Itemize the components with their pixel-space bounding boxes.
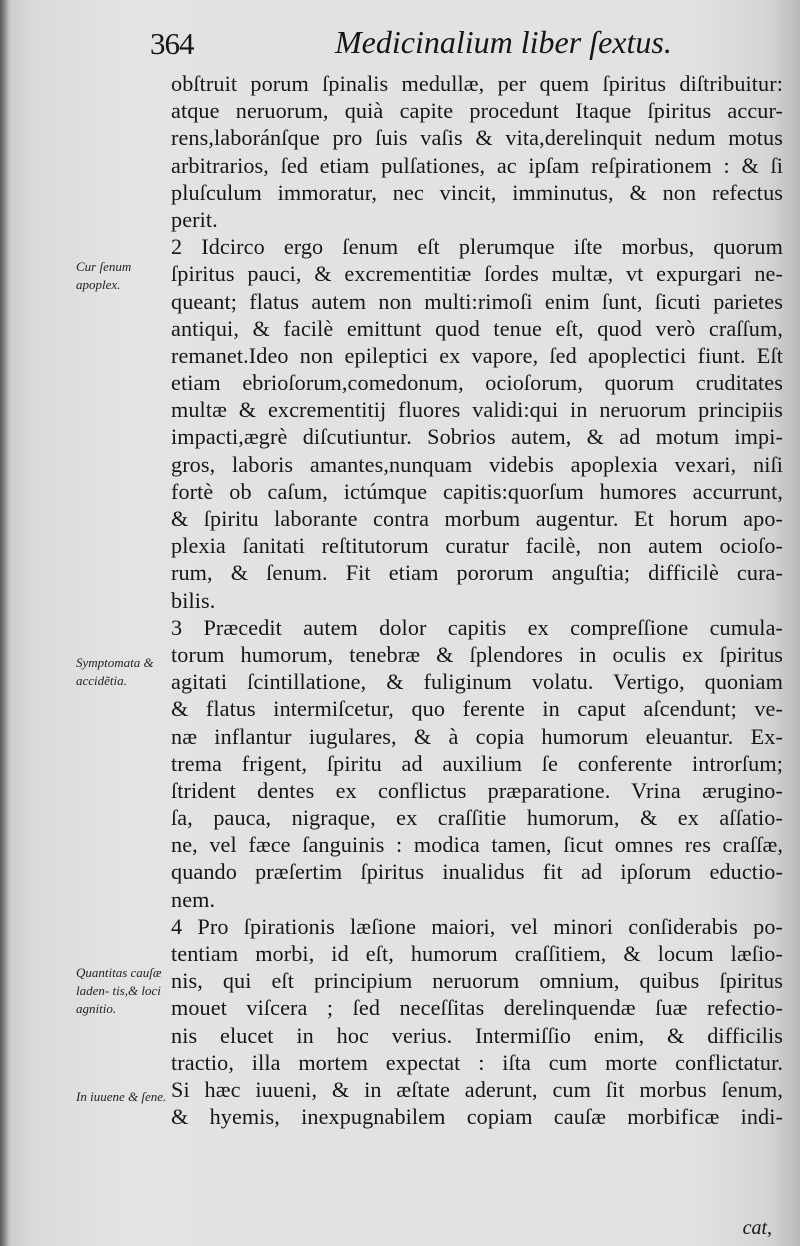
text-line: tentiam morbi, id eſt, humorum craſſitiem, & locum læſio- — [171, 941, 783, 966]
text-line: mouet viſcera ; ſed neceſſitas derelinquendæ ſuæ refectio- — [171, 995, 783, 1021]
text-line: ſtrident dentes ex conflictus præparatione. Vrina ærugino- — [171, 777, 783, 803]
text-line: 2 Idcirco ergo ſenum eſt plerumque iſte morbus, quorum — [171, 234, 783, 260]
binding-shadow — [0, 0, 10, 1246]
text-line: plexia ſanitati reſtitutorum curatur facilè, non autem ocioſo- — [171, 533, 783, 559]
text-line: etiam ebrioſorum,comedonum, ocioſorum, quorum cruditates — [171, 370, 783, 396]
text-line: 4 Pro ſpirationis læſione maiori, vel minori conſiderabis po- — [171, 913, 783, 939]
text-line: torum humorum, tenebræ & ſplendores in oculis ex ſpiritus — [171, 641, 783, 667]
text-line: rum, & ſenum. Fit etiam pororum anguſtia; difficilè cura- — [171, 560, 783, 586]
text-line: fortè ob caſum, ictúmque capitis:quorſum humores accurrunt, — [171, 478, 783, 504]
margin-note-2: Symptomata & accidẽtia. — [76, 655, 154, 688]
text-line: nem. — [171, 886, 216, 912]
text-line: remanet.Ideo non epileptici ex vapore, ſed apoplectici fiunt. Eſt — [171, 342, 783, 368]
text-line: perit. — [171, 206, 218, 232]
text-line: ne, vel fæce ſanguinis : modica tamen, ſicut omnes res craſſæ, — [171, 832, 783, 858]
text-line: ſa, pauca, nigraque, ex craſſitie humorum, & ex aſſatio- — [171, 805, 783, 831]
page-header — [150, 18, 670, 68]
text-line: impacti,ægrè diſcutiuntur. Sobrios autem, & ad motum impi- — [171, 424, 783, 450]
text-line: 3 Præcedit autem dolor capitis ex compreſſione cumula- — [171, 614, 783, 640]
text-line: næ inflantur iugulares, & à copia humorum eleuantur. Ex- — [171, 723, 783, 749]
text-line: obſtruit porum ſpinalis medullæ, per quem ſpiritus diſtribuitur: — [171, 71, 783, 96]
text-line: bilis. — [171, 587, 216, 613]
text-line: & ſpiritu laborante contra morbum augentur. Et horum apo- — [171, 506, 783, 531]
text-line: & flatus intermiſcetur, quo ferente in caput aſcendunt; ve- — [171, 696, 783, 722]
running-head: Medicinalium liber ſextus. — [335, 24, 672, 60]
text-line: agitati ſcintillatione, & fuliginum volatu. Vertigo, quoniam — [171, 669, 783, 695]
text-line: nis, qui eſt principium neruorum omnium, quibus ſpiritus — [171, 968, 783, 994]
text-line: multæ & excrementitij fluores validi:qui in neruorum principiis — [171, 397, 783, 423]
text-line: ſpiritus pauci, & excrementitiæ ſordes multæ, vt expurgari ne- — [171, 261, 783, 287]
margin-note-4: In iuuene & ſene. — [76, 1089, 167, 1104]
text-line: queant; flatus autem non multi:rimoſi enim ſunt, ſicuti parietes — [171, 288, 783, 314]
catchword: cat, — [742, 1217, 772, 1239]
text-line: trema frigent, ſpiritu ad auxilium ſe conferente introrſum; — [171, 750, 783, 776]
page-number: 364 — [150, 26, 194, 61]
text-line: nis elucet in hoc verius. Intermiſſio enim, & difficilis — [171, 1022, 783, 1048]
text-line: arbitrarios, ſed etiam pulſationes, ac ipſam reſpirationem : & ſi — [171, 152, 783, 178]
text-line: & hyemis, inexpugnabilem copiam cauſæ morbificæ indi- — [171, 1104, 783, 1130]
body-text — [171, 70, 783, 1130]
text-line: pluſculum immoratur, nec vincit, imminutus, & non refectus — [171, 179, 783, 205]
text-line: tractio, illa mortem expectat : iſta cum morte conflictatur. — [171, 1049, 783, 1075]
text-line: atque neruorum, quià capite procedunt Itaque ſpiritus accur- — [171, 98, 783, 124]
text-line: antiqui, & facilè emittunt quod tenue eſt, quod verò craſſum, — [171, 315, 783, 341]
text-line: quando præſertim ſpiritus inualidus fit ad ipſorum eductio- — [171, 859, 783, 885]
margin-note-1: Cur ſenum apoplex. — [76, 259, 132, 292]
text-line: Si hæc iuueni, & in æſtate aderunt, cum ſit morbus ſenum, — [171, 1076, 783, 1102]
text-line: rens,laboránſque pro ſuis vaſis & vita,derelinquit nedum motus — [171, 125, 783, 151]
margin-note-3: Quantitas cauſæ laden- tis,& loci agnitio. — [76, 965, 162, 1016]
text-line: gros, laboris amantes,nunquam videbis apoplexia vexari, niſi — [171, 451, 783, 477]
